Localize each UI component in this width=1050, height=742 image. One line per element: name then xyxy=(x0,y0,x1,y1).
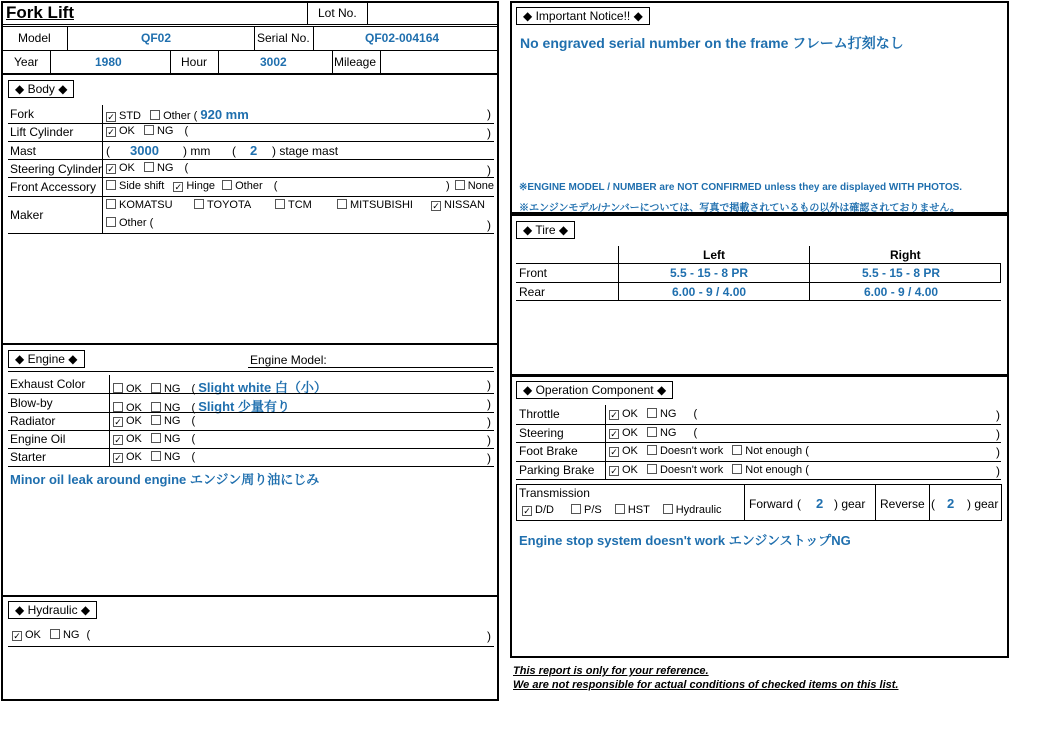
engine-oil-ng-checkbox[interactable] xyxy=(151,433,161,443)
engine-oil-label: Engine Oil xyxy=(10,432,66,446)
tire-left-header: Left xyxy=(703,248,725,262)
page-title: Fork Lift xyxy=(6,3,74,22)
fork-std-checkbox[interactable]: ✓ xyxy=(107,112,115,122)
steer-cyl-ok-checkbox[interactable]: ✓ xyxy=(107,164,115,174)
front-accessory-options: Side shift ✓ Hinge Other ( xyxy=(106,180,277,192)
tire-front-left: 5.5 - 15 - 8 PR xyxy=(670,266,749,280)
notice-text: No engraved serial number on the frame フレーム打刻なし xyxy=(520,35,904,51)
foot-brake-ok-checkbox[interactable]: ✓ xyxy=(610,447,618,457)
tire-front-label: Front xyxy=(519,266,548,280)
mast-stage-value: 2 xyxy=(250,143,258,158)
foot-brake-not-enough-checkbox[interactable] xyxy=(732,445,742,455)
fork-label: Fork xyxy=(10,107,34,121)
maker-toyota: TOYOTA xyxy=(194,199,251,211)
operation-section-header: ◆ Operation Component ◆ xyxy=(516,381,673,399)
throttle-ng-checkbox[interactable] xyxy=(647,408,657,418)
model-label: Model xyxy=(18,31,51,45)
lift-ok-checkbox[interactable]: ✓ xyxy=(107,127,115,137)
body-section-header: ◆ Body ◆ xyxy=(8,80,74,98)
model-value: QF02 xyxy=(141,31,172,45)
lift-cylinder-options: ✓ OK NG ( xyxy=(107,125,189,137)
engine-warning-en: ※ENGINE MODEL / NUMBER are NOT CONFIRMED unless they are displayed WITH PHOTOS. xyxy=(519,182,963,193)
reverse-gear-value: 2 xyxy=(947,496,955,511)
transmission-label: Transmission xyxy=(519,486,590,500)
nissan-checkbox[interactable]: ✓ xyxy=(432,201,440,211)
serial-value: QF02-004164 xyxy=(365,31,440,45)
mitsubishi-checkbox[interactable] xyxy=(337,199,347,209)
serial-label: Serial No. xyxy=(257,31,310,45)
parking-brake-not-enough-checkbox[interactable] xyxy=(732,464,742,474)
engine-warning-jp: ※エンジンモデル/ナンバーについては、写真で掲載されているもの以外は確認されておりません。 xyxy=(519,203,960,214)
steering-ok-checkbox[interactable]: ✓ xyxy=(610,429,618,439)
starter-ok-checkbox[interactable]: ✓ xyxy=(114,453,122,463)
parking-brake-label: Parking Brake xyxy=(519,463,595,477)
ps-checkbox[interactable] xyxy=(571,504,581,514)
maker-mitsubishi: MITSUBISHI xyxy=(337,199,413,211)
hour-value: 3002 xyxy=(260,55,287,69)
engine-note: Minor oil leak around engine エンジン周り油にじみ xyxy=(10,472,320,487)
blowby-ok-checkbox[interactable] xyxy=(113,402,123,412)
steering-cylinder-options: ✓ OK NG ( xyxy=(107,162,189,174)
hydraulic-trans-checkbox[interactable] xyxy=(663,504,673,514)
starter-ng-checkbox[interactable] xyxy=(151,451,161,461)
starter-label: Starter xyxy=(10,450,47,464)
hydraulic-ng-checkbox[interactable] xyxy=(50,629,60,639)
tire-front-right: 5.5 - 15 - 8 PR xyxy=(862,266,941,280)
parking-brake-ok-checkbox[interactable]: ✓ xyxy=(610,466,618,476)
tire-right-header: Right xyxy=(890,248,921,262)
exhaust-value: Slight white 白（小） xyxy=(198,380,327,395)
steering-ng-checkbox[interactable] xyxy=(647,427,657,437)
fork-options: ✓ STD Other ( 920 mm xyxy=(107,107,249,122)
front-accessory-label: Front Accessory xyxy=(10,180,97,194)
mast-height-value: 3000 xyxy=(130,143,159,158)
lot-label: Lot No. xyxy=(318,6,357,20)
engine-section-header: ◆ Engine ◆ xyxy=(8,350,85,368)
lift-cylinder-label: Lift Cylinder xyxy=(10,125,74,139)
reverse-label: Reverse xyxy=(880,497,925,511)
foot-brake-label: Foot Brake xyxy=(519,444,578,458)
radiator-ng-checkbox[interactable] xyxy=(151,415,161,425)
fork-other-checkbox[interactable] xyxy=(150,110,160,120)
blowby-ng-checkbox[interactable] xyxy=(151,402,161,412)
engine-oil-ok-checkbox[interactable]: ✓ xyxy=(114,435,122,445)
tire-rear-right: 6.00 - 9 / 4.00 xyxy=(864,285,939,299)
hinge-checkbox[interactable]: ✓ xyxy=(174,182,183,192)
hst-checkbox[interactable] xyxy=(615,504,625,514)
hydraulic-ok-checkbox[interactable]: ✓ xyxy=(13,631,21,641)
accessory-none-checkbox[interactable] xyxy=(455,180,465,190)
mileage-label: Mileage xyxy=(334,55,377,69)
throttle-ok-checkbox[interactable]: ✓ xyxy=(610,410,618,420)
exhaust-color-label: Exhaust Color xyxy=(10,377,86,391)
footer-disclaimer-2: We are not responsible for actual conditions of checked items on this list. xyxy=(513,679,899,691)
maker-label: Maker xyxy=(10,208,44,222)
maker-nissan: ✓ NISSAN xyxy=(432,199,485,211)
fork-value: 920 mm xyxy=(200,107,249,122)
mast-label: Mast xyxy=(10,144,37,158)
dd-checkbox[interactable]: ✓ xyxy=(523,506,531,516)
footer-disclaimer-1: This report is only for your reference. xyxy=(513,665,709,677)
throttle-label: Throttle xyxy=(519,407,560,421)
blowby-value: Slight 少量有り xyxy=(198,399,290,414)
tcm-checkbox[interactable] xyxy=(275,199,285,209)
year-value: 1980 xyxy=(95,55,122,69)
operation-note: Engine stop system doesn't work エンジンストップNG xyxy=(519,533,851,548)
foot-brake-doesnt-work-checkbox[interactable] xyxy=(647,445,657,455)
radiator-ok-checkbox[interactable]: ✓ xyxy=(114,417,122,427)
steer-cyl-ng-checkbox[interactable] xyxy=(144,162,154,172)
radiator-label: Radiator xyxy=(10,414,56,428)
lift-ng-checkbox[interactable] xyxy=(144,125,154,135)
toyota-checkbox[interactable] xyxy=(194,199,204,209)
maker-tcm: TCM xyxy=(275,199,312,211)
engine-model-label: Engine Model: xyxy=(250,353,327,367)
side-shift-checkbox[interactable] xyxy=(106,180,116,190)
steering-label: Steering xyxy=(519,426,564,440)
komatsu-checkbox[interactable] xyxy=(106,199,116,209)
tire-rear-left: 6.00 - 9 / 4.00 xyxy=(672,285,747,299)
maker-other-checkbox[interactable] xyxy=(106,217,116,227)
maker-komatsu: KOMATSU xyxy=(106,199,173,211)
tire-rear-label: Rear xyxy=(519,285,546,299)
hydraulic-section-header: ◆ Hydraulic ◆ xyxy=(8,601,97,619)
maker-other: Other ( xyxy=(106,217,153,229)
exhaust-ok-checkbox[interactable] xyxy=(113,383,123,393)
steering-cylinder-label: Steering Cylinder xyxy=(10,162,103,176)
hour-label: Hour xyxy=(181,55,208,69)
accessory-other-checkbox[interactable] xyxy=(222,180,232,190)
blowby-label: Blow-by xyxy=(10,396,53,410)
forward-gear-value: 2 xyxy=(816,496,824,511)
parking-brake-doesnt-work-checkbox[interactable] xyxy=(647,464,657,474)
year-label: Year xyxy=(14,55,39,69)
exhaust-ng-checkbox[interactable] xyxy=(151,383,161,393)
notice-section-header: ◆ Important Notice!! ◆ xyxy=(516,7,650,25)
tire-section-header: ◆ Tire ◆ xyxy=(516,221,575,239)
forward-label: Forward xyxy=(749,497,794,511)
